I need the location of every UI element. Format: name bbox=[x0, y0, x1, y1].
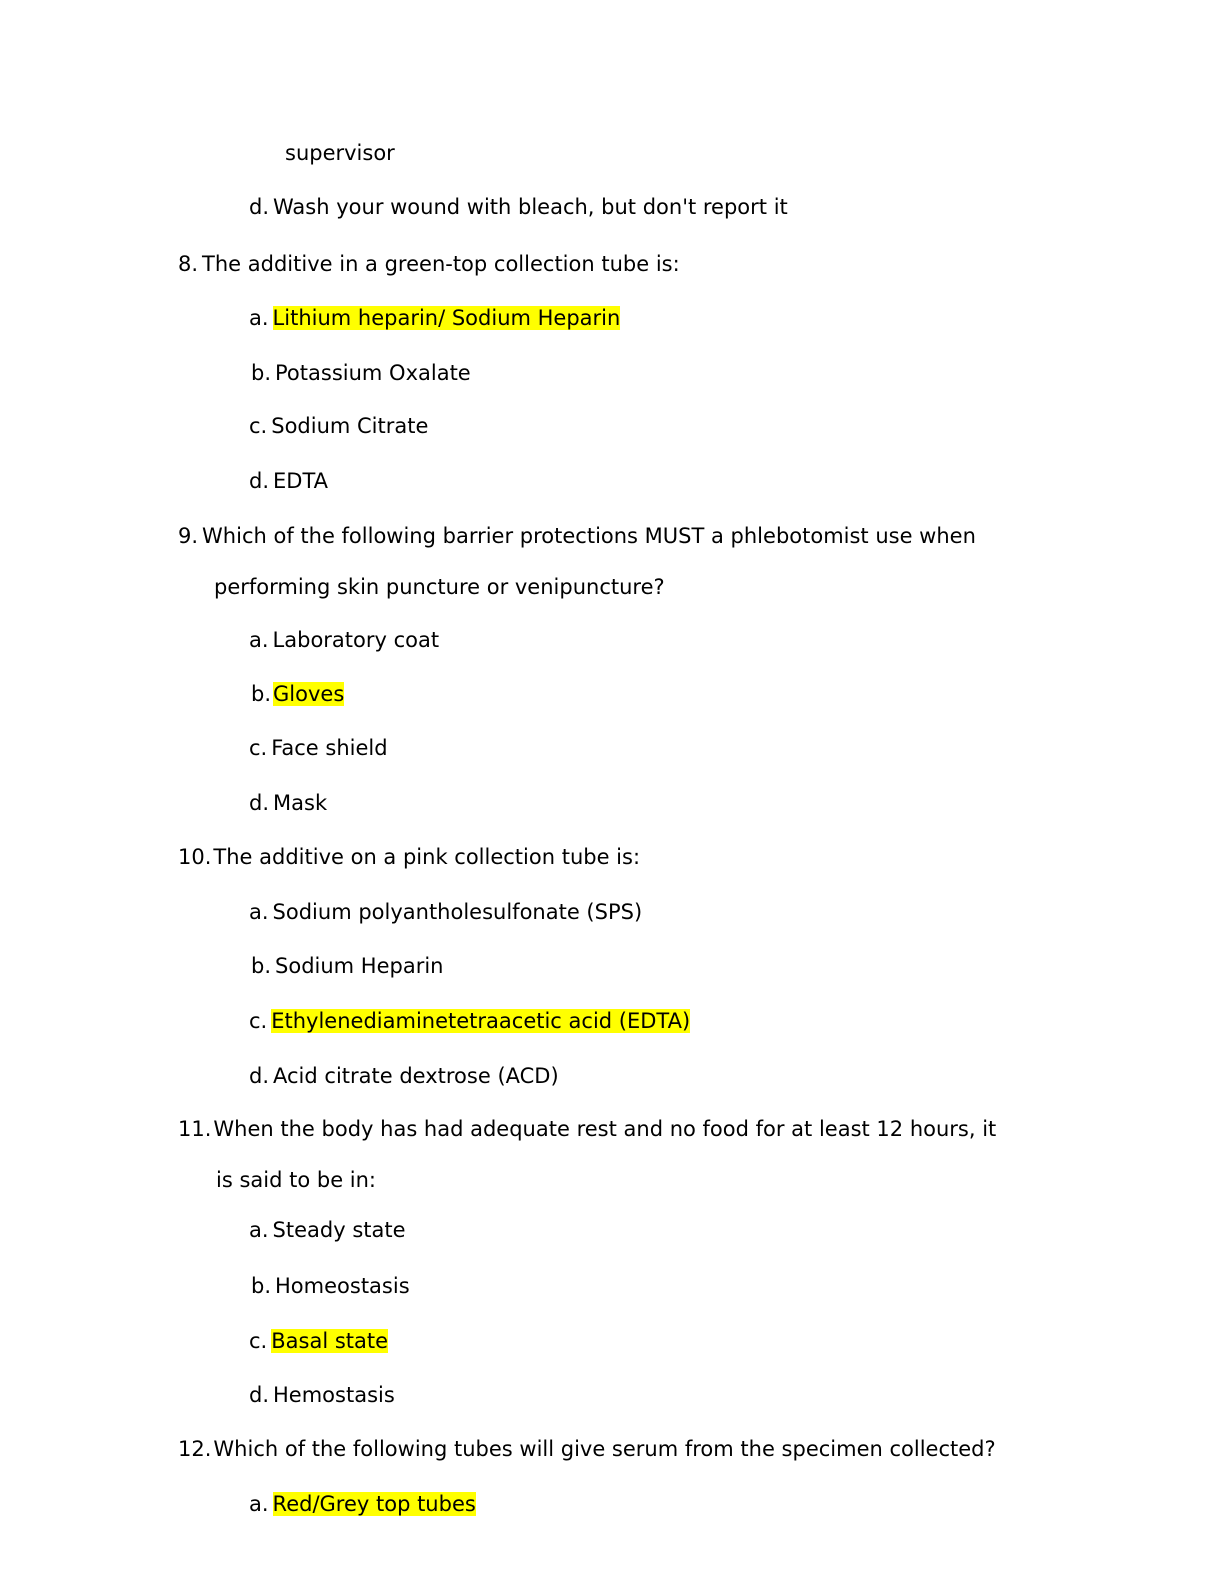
option-text: Laboratory coat bbox=[272, 628, 440, 652]
option-marker: c. bbox=[249, 1009, 268, 1033]
question-11-stem-line2: is said to be in: bbox=[216, 1168, 377, 1192]
option-marker: b. bbox=[251, 1274, 272, 1298]
question-9-option-a bbox=[249, 627, 439, 653]
option-marker: a. bbox=[249, 1218, 269, 1242]
question-10-option-c bbox=[249, 1008, 690, 1034]
question-text: The additive on a pink collection tube is: bbox=[213, 845, 641, 869]
option-marker: a. bbox=[249, 1492, 269, 1516]
question-text: Which of the following barrier protections MUST a phlebotomist use when bbox=[202, 524, 976, 548]
option-text: Wash your wound with bleach, but don't report it bbox=[273, 195, 788, 219]
question-11-option-b bbox=[251, 1273, 410, 1299]
option-text: Homeostasis bbox=[275, 1274, 410, 1298]
question-text: The additive in a green-top collection tube is: bbox=[202, 252, 680, 276]
question-11-stem bbox=[178, 1116, 996, 1142]
option-text: Sodium polyantholesulfonate (SPS) bbox=[272, 900, 643, 924]
question-10-option-d bbox=[249, 1063, 559, 1089]
option-text-highlighted: Ethylenediaminetetraacetic acid (EDTA) bbox=[271, 1009, 691, 1033]
option-text-highlighted: Red/Grey top tubes bbox=[272, 1492, 476, 1516]
option-text: Mask bbox=[273, 791, 328, 815]
option-text: Sodium Heparin bbox=[275, 954, 444, 978]
question-text: Which of the following tubes will give serum from the specimen collected? bbox=[213, 1437, 996, 1461]
question-12-stem bbox=[178, 1436, 996, 1462]
question-number: 11. bbox=[178, 1117, 212, 1141]
question-8-stem bbox=[178, 251, 680, 277]
question-10-option-a bbox=[249, 899, 642, 925]
option-text: Hemostasis bbox=[273, 1383, 395, 1407]
question-10-option-b bbox=[251, 953, 444, 979]
question-9-option-c bbox=[249, 735, 388, 761]
question-9-option-b bbox=[251, 681, 344, 707]
question-11-option-d bbox=[249, 1382, 395, 1408]
question-8-option-b bbox=[251, 360, 471, 386]
option-marker: b. bbox=[251, 361, 272, 385]
question-8-option-c bbox=[249, 413, 428, 439]
option-marker: a. bbox=[249, 628, 269, 652]
option-marker: d. bbox=[249, 469, 270, 493]
question-9-stem-line2: performing skin puncture or venipuncture? bbox=[214, 575, 665, 599]
question-11-option-c bbox=[249, 1328, 388, 1354]
question-number: 8. bbox=[178, 252, 199, 276]
option-text: EDTA bbox=[273, 469, 329, 493]
option-marker: d. bbox=[249, 791, 270, 815]
option-text: Acid citrate dextrose (ACD) bbox=[273, 1064, 559, 1088]
option-marker: a. bbox=[249, 306, 269, 330]
option-marker: b. bbox=[251, 682, 272, 706]
option-marker: c. bbox=[249, 1329, 268, 1353]
question-8-option-a bbox=[249, 305, 620, 331]
question-10-stem bbox=[178, 844, 640, 870]
option-marker: c. bbox=[249, 414, 268, 438]
option-text: Face shield bbox=[271, 736, 388, 760]
question-number: 9. bbox=[178, 524, 199, 548]
option-marker: d. bbox=[249, 195, 270, 219]
option-d-prev bbox=[249, 194, 788, 220]
question-9-option-d bbox=[249, 790, 327, 816]
option-marker: b. bbox=[251, 954, 272, 978]
question-number: 10. bbox=[178, 845, 212, 869]
option-marker: c. bbox=[249, 736, 268, 760]
option-marker: d. bbox=[249, 1064, 270, 1088]
question-9-stem bbox=[178, 523, 976, 549]
option-text-highlighted: Basal state bbox=[271, 1329, 389, 1353]
option-text: Sodium Citrate bbox=[271, 414, 429, 438]
question-11-option-a bbox=[249, 1217, 406, 1243]
question-12-option-a bbox=[249, 1491, 476, 1517]
option-text-highlighted: Gloves bbox=[273, 682, 345, 706]
option-marker: d. bbox=[249, 1383, 270, 1407]
option-marker: a. bbox=[249, 900, 269, 924]
question-text: When the body has had adequate rest and no food for at least 12 hours, it bbox=[213, 1117, 997, 1141]
option-text: Potassium Oxalate bbox=[275, 361, 471, 385]
question-8-option-d bbox=[249, 468, 328, 494]
question-number: 12. bbox=[178, 1437, 212, 1461]
option-text-highlighted: Lithium heparin/ Sodium Heparin bbox=[272, 306, 621, 330]
option-text: Steady state bbox=[272, 1218, 406, 1242]
continuation-text: supervisor bbox=[285, 141, 395, 165]
